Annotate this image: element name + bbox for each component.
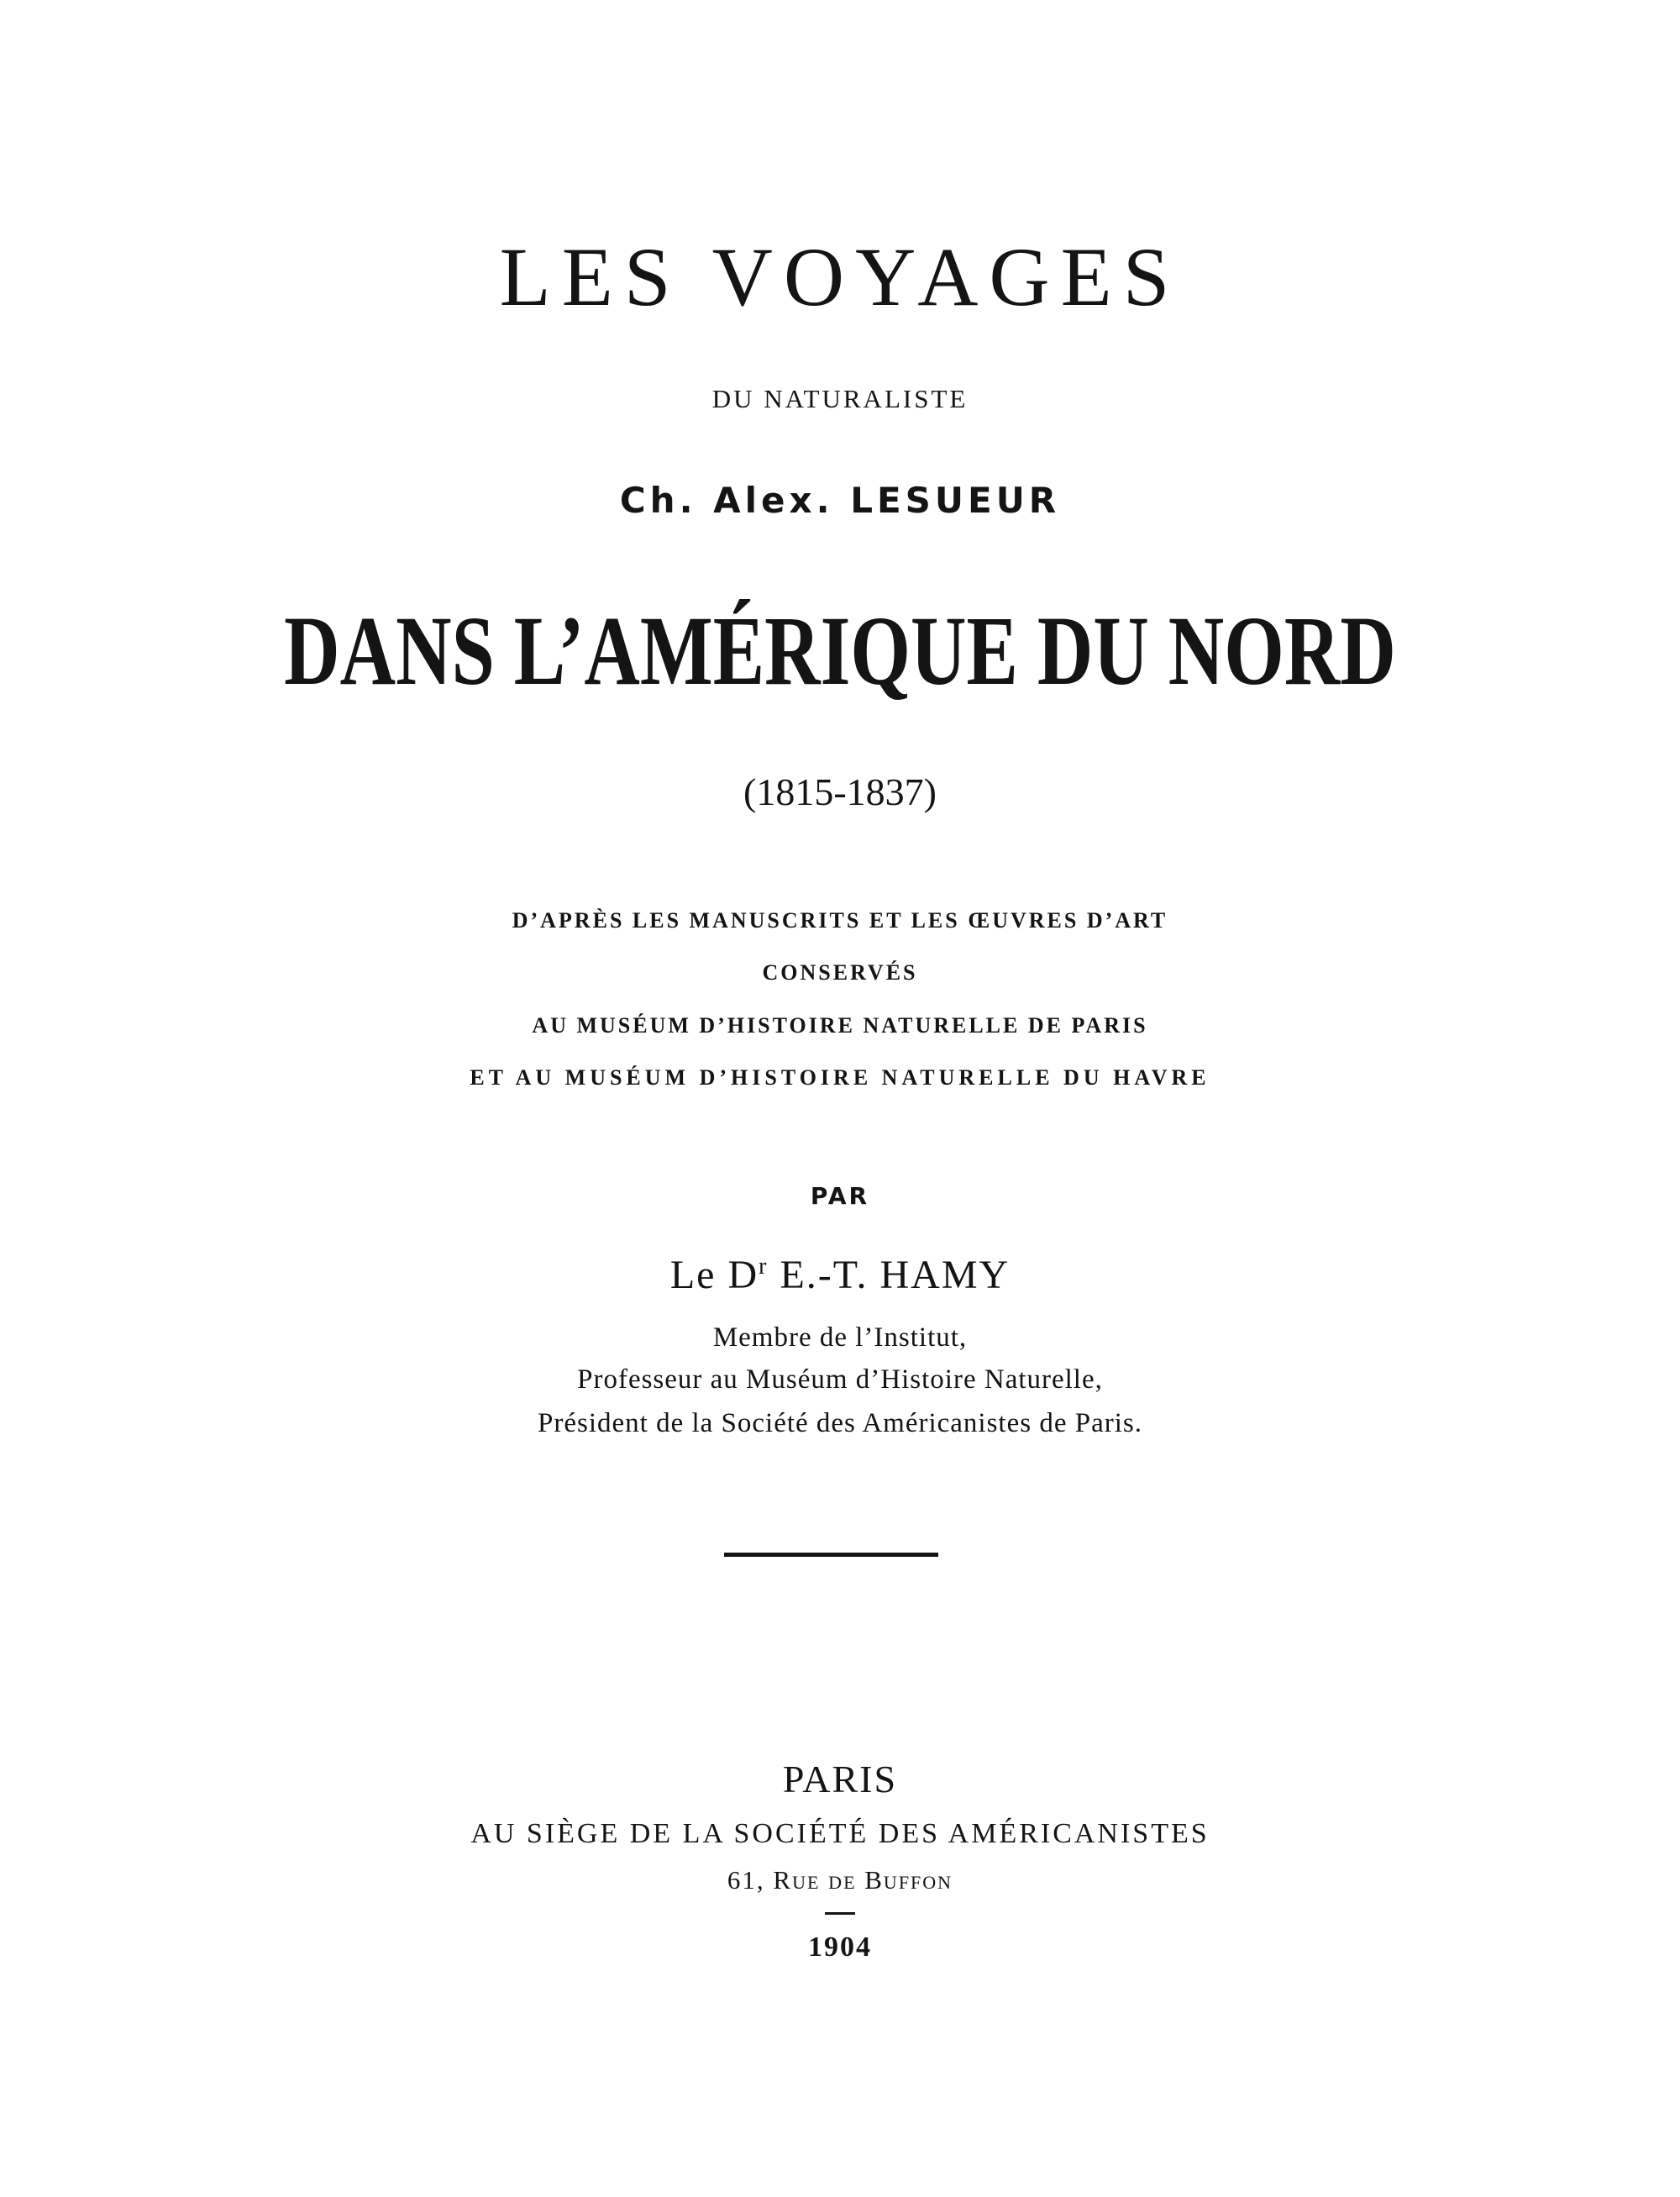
book-title: LES VOYAGES <box>499 230 1181 323</box>
author-name: E.-T. HAMY <box>780 1253 1011 1297</box>
description-line: AU MUSÉUM D’HISTOIRE NATURELLE DE PARIS <box>532 1013 1148 1038</box>
author-title-suffix: r <box>759 1254 769 1280</box>
author-prefix: Le D <box>669 1253 759 1297</box>
description-line: CONSERVÉS <box>762 960 918 985</box>
by-label: PAR <box>810 1182 870 1210</box>
author-credential: Président de la Société des Américanistes de Paris. <box>538 1408 1142 1438</box>
description-line: D’APRÈS LES MANUSCRITS ET LES ŒUVRES D’ART <box>512 908 1168 933</box>
imprint-publisher: AU SIÈGE DE LA SOCIÉTÉ DES AMÉRICANISTES <box>470 1818 1210 1849</box>
imprint-address: 61, Rue de Buffon <box>727 1865 953 1895</box>
small-divider <box>825 1912 855 1915</box>
author-credential: Membre de l’Institut, <box>712 1322 968 1353</box>
subject-name: Ch. Alex. LESUEUR <box>619 480 1061 521</box>
subtitle-naturalist: DU NATURALISTE <box>711 384 969 413</box>
main-heading: DANS L’AMÉRIQUE DU NORD <box>284 596 1396 706</box>
imprint-year: 1904 <box>808 1932 872 1963</box>
imprint-city: PARIS <box>782 1758 898 1800</box>
description-line: ET AU MUSÉUM D’HISTOIRE NATURELLE DU HAVRE <box>470 1065 1210 1090</box>
divider-rule <box>724 1553 938 1557</box>
author-line <box>0 1250 1680 1301</box>
author-credential: Professeur au Muséum d’Histoire Naturelle, <box>577 1364 1103 1395</box>
date-range: (1815-1837) <box>743 770 937 813</box>
